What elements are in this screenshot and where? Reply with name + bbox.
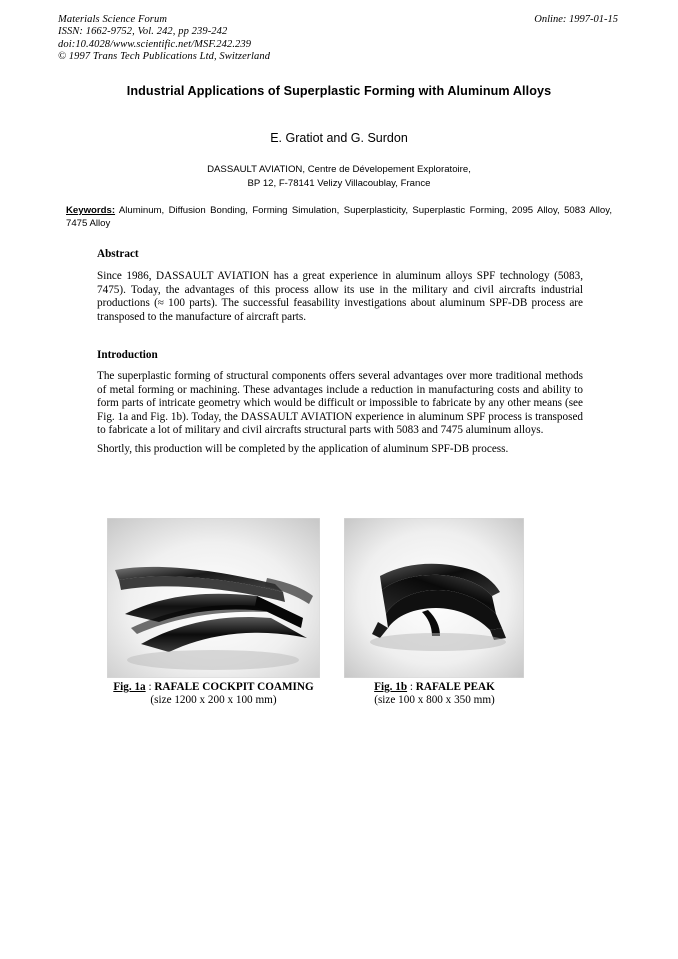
figure-1b-title: RAFALE PEAK [415,681,495,693]
doi-line: doi:10.4028/www.scientific.net/MSF.242.239 [58,38,252,50]
figure-1a-label: Fig. 1a [113,681,146,693]
page-title: Industrial Applications of Superplastic Forming with Aluminum Alloys [126,84,552,98]
figure-1a-title: RAFALE COCKPIT COAMING [154,681,314,693]
affiliation-line-2: BP 12, F-78141 Velizy Villacoublay, France [247,178,431,189]
affiliation-line-1: DASSAULT AVIATION, Centre de Dévelopement Exploratoire, [207,164,471,175]
figure-1a-size: (size 1200 x 200 x 100 mm) [150,694,277,707]
copyright-line: © 1997 Trans Tech Publications Ltd, Switzerland [58,51,271,63]
figure-group [97,518,583,713]
figure-1a-caption [97,681,330,708]
figure-1b-caption [337,681,532,708]
keywords-label: Keywords: [66,205,116,216]
abstract-body: Since 1986, DASSAULT AVIATION has a great experience in aluminum alloys SPF technology (5083, 7475). Today, the advantages of this process allow its use in the military and civil aircrafts industrial productions (≈ 100 parts). The successful feasability investigations about aluminum SPF-DB process are transposed to the manufacture of aircraft parts. [97,270,583,323]
issn-volume-pages: ISSN: 1662-9752, Vol. 242, pp 239-242 [58,26,228,38]
online-date: Online: 1997-01-15 [534,14,618,25]
rafale-peak-photo [344,518,524,678]
masthead-left [58,14,270,64]
figure-1a-separator: : [145,681,155,693]
abstract-heading: Abstract [97,248,139,260]
keywords-text: Aluminum, Diffusion Bonding, Forming Simulation, Superplasticity, Superplastic Forming, 2095 Alloy, 5083 Alloy, 7475 Alloy [66,205,612,229]
journal-name: Materials Science Forum [58,14,168,25]
introduction-body: The superplastic forming of structural components offers several advantages over more traditional methods of metal forming or machining. These advantages include a reduction in manufacturing costs and ability to form parts of intricate geometry which would be difficult or impossible to fabricate by any other means (see Fig. 1a and Fig. 1b). Today, the DASSAULT AVIATION experience in aluminum SPF process is transposed to fabricate a lot of military and civil aircrafts structural parts with 5083 and 7475 aluminum alloys. [97,370,583,437]
cockpit-coaming-photo [107,518,320,678]
introduction-body-2: Shortly, this production will be completed by the application of aluminum SPF-DB process. [97,443,509,455]
figure-1b-label: Fig. 1b [374,681,408,693]
keywords-block [66,205,612,230]
figure-1b-separator: : [407,681,416,693]
affiliation [0,163,678,191]
introduction-heading: Introduction [97,349,158,361]
figure-1a-image [107,518,320,678]
figure-1b-image [344,518,524,678]
masthead [58,14,618,64]
author-list: E. Gratiot and G. Surdon [270,131,408,145]
figure-1b-size: (size 100 x 800 x 350 mm) [374,694,495,707]
